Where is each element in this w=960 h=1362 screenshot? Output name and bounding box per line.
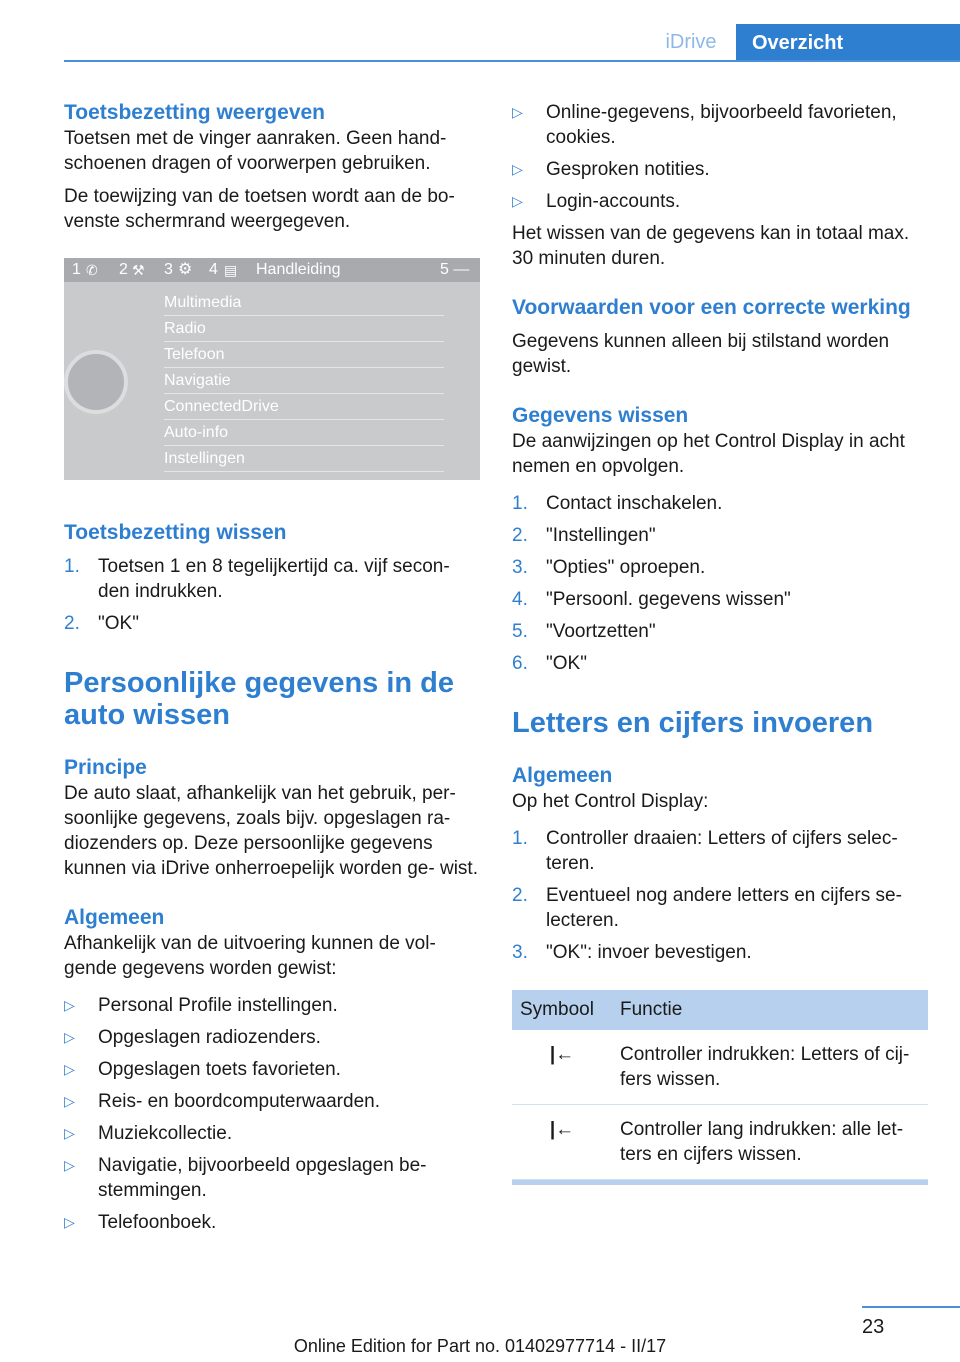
table-row (512, 1105, 928, 1180)
topbar-key: 5 — (440, 261, 470, 278)
topbar-key: 1 (72, 261, 81, 278)
chapter-heading-personal-data: Persoonlijke gegevens in de auto wissen (64, 667, 455, 731)
car-icon: ▤ (224, 262, 238, 278)
controller-knob-icon (64, 350, 128, 414)
list-item: 3. "OK": invoer bevestigen. (512, 942, 752, 963)
list-item: ▷ Login-accounts. (512, 191, 681, 212)
list-item: 1. Controller draaien: Letters of cijfers selec‐ teren. (512, 828, 898, 874)
screen-menu-item: Instellingen (164, 446, 444, 472)
screen-menu-item: Telefoon (164, 342, 444, 368)
bullet-list (64, 993, 480, 1235)
topbar-key-label: Handleiding (256, 261, 341, 278)
list-item: ▷ Online-gegevens, bijvoorbeeld favorieten, cookies. (512, 102, 897, 148)
list-item: 2. "OK" (64, 613, 139, 634)
wrench-icon: ⚒ (132, 262, 145, 278)
section-title-conditions: Voorwaarden voor een correcte werking (512, 296, 911, 319)
control-display-screenshot (64, 258, 480, 480)
backspace-icon: |← (549, 1119, 575, 1140)
list-item: 2. "Instellingen" (512, 525, 656, 546)
topbar-key: 3 (164, 261, 173, 278)
left-column (64, 100, 480, 1242)
section-title-delete-data: Gegevens wissen (512, 404, 689, 427)
paragraph: Op het Control Display: (512, 791, 709, 812)
list-item: ▷ Opgeslagen radiozenders. (64, 1027, 321, 1048)
footer-rule (862, 1306, 960, 1308)
steps-list (512, 826, 928, 965)
list-item: 1. Toetsen 1 en 8 tegelijkertijd ca. vijf secon‐ den indrukken. (64, 556, 450, 602)
screen-menu-item: Radio (164, 316, 444, 342)
phone-icon: ✆ (86, 262, 98, 278)
footer-edition: Online Edition for Part no. 01402977714 - II/17 (293, 1336, 667, 1356)
bullet-list (512, 100, 928, 214)
steps-list (64, 554, 480, 636)
paragraph: Het wissen van de gegevens kan in totaal max. 30 minuten duren. (512, 223, 910, 269)
list-item: ▷ Telefoonboek. (64, 1212, 217, 1233)
section-title-algemeen: Algemeen (512, 764, 613, 787)
list-item: ▷ Personal Profile instellingen. (64, 995, 338, 1016)
page-number: 23 (862, 1316, 885, 1338)
section-title-principe: Principe (64, 756, 147, 779)
paragraph: De toewijzing van de toetsen wordt aan de bo‐ venste schermrand weergegeven. (64, 186, 455, 232)
right-column (512, 100, 928, 1185)
list-item: ▷ Opgeslagen toets favorieten. (64, 1059, 341, 1080)
topbar-key: 4 (209, 261, 218, 278)
paragraph: Gegevens kunnen alleen bij stilstand worden gewist. (512, 331, 890, 377)
paragraph: Toetsen met de vinger aanraken. Geen hand‐ schoenen dragen of voorwerpen gebruiken. (64, 128, 447, 174)
screen-topbar (64, 258, 480, 282)
section-title-show-keys: Toetsbezetting weergeven (64, 101, 326, 124)
header-section-tab: iDrive (665, 31, 717, 53)
section-title-algemeen: Algemeen (64, 906, 165, 929)
list-item: ▷ Reis- en boordcomputerwaarden. (64, 1091, 380, 1112)
list-item: 4. "Persoonl. gegevens wissen" (512, 589, 791, 610)
screen-menu-item: Auto-info (164, 420, 444, 446)
header-rule (64, 60, 960, 62)
table-header: Functie (612, 990, 928, 1030)
paragraph: De aanwijzingen op het Control Display in acht nemen en opvolgen. (512, 431, 905, 477)
list-item: 2. Eventueel nog andere letters en cijfers se‐ lecteren. (512, 885, 902, 931)
screen-menu-item: ConnectedDrive (164, 394, 444, 420)
section-title-clear-keys: Toetsbezetting wissen (64, 521, 287, 544)
table-cell: Controller lang indrukken: alle let‐ ters en cijfers wissen. (612, 1105, 928, 1180)
backspace-icon: |← (549, 1044, 575, 1065)
list-item: ▷ Muziekcollectie. (64, 1123, 233, 1144)
symbol-table (512, 990, 928, 1180)
list-item: 3. "Opties" oproepen. (512, 557, 706, 578)
list-item: ▷ Gesproken notities. (512, 159, 710, 180)
chapter-heading-letters: Letters en cijfers invoeren (512, 707, 874, 739)
list-item: 1. Contact inschakelen. (512, 493, 723, 514)
table-row (512, 1030, 928, 1105)
list-item: 6. "OK" (512, 653, 587, 674)
table-cell: Controller indrukken: Letters of cij‐ fers wissen. (612, 1030, 928, 1105)
list-item: ▷ Navigatie, bijvoorbeeld opgeslagen be‐ stemmingen. (64, 1155, 427, 1201)
screen-menu-item: Multimedia (164, 290, 444, 316)
list-item: 5. "Voortzetten" (512, 621, 656, 642)
table-bottom-rule (512, 1180, 928, 1185)
gear-icon: ⚙ (178, 261, 193, 278)
paragraph: Afhankelijk van de uitvoering kunnen de vol‐ gende gegevens worden gewist: (64, 933, 436, 979)
screen-menu-item: Navigatie (164, 368, 444, 394)
table-header: Symbool (512, 990, 612, 1030)
topbar-key: 2 (119, 261, 128, 278)
header-chapter-tab: Overzicht (736, 24, 960, 62)
steps-list (512, 491, 928, 676)
paragraph: De auto slaat, afhankelijk van het gebruik, per‐ soonlijke gegevens, zoals bijv. opgeslagen ra‐ diozenders op. Deze persoonlijke gegevens kunnen via iDrive onherroepelijk worden ge‐ wist. (64, 783, 478, 879)
